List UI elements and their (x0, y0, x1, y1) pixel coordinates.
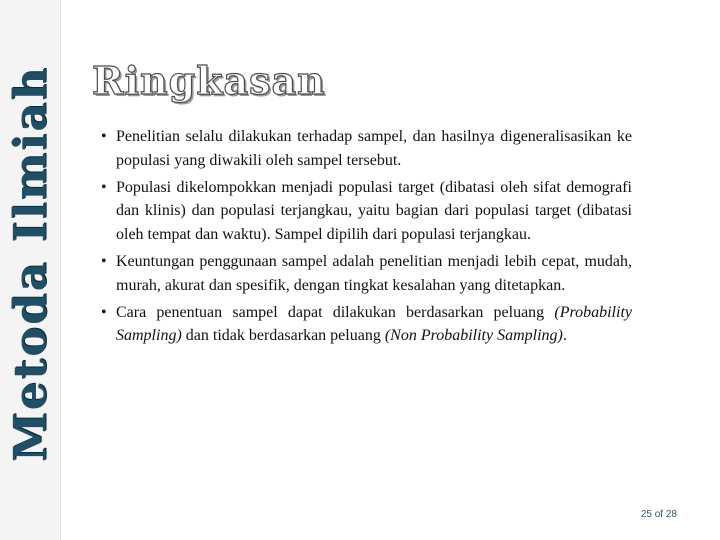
bullet-text: dan tidak berdasarkan peluang (181, 327, 385, 345)
bullet-icon: • (101, 128, 107, 145)
sidebar (0, 0, 61, 540)
bullet-text: Populasi dikelompokkan menjadi populasi target (dibatasi oleh sifat demografi dan klinis) dan populasi terjangkau, yaitu bagian dari populasi target (dibatasi oleh tempat dan waktu). Sampel dipilih dari populasi terjangkau. (116, 178, 632, 244)
bullet-icon: • (101, 303, 107, 321)
bullet-italic-text: (Probability Sampling) (116, 303, 632, 345)
page-number: 25 of 28 (640, 509, 677, 520)
bullet-item (100, 301, 632, 349)
sidebar-title: Metoda Ilmiah (3, 65, 57, 463)
bullet-item (100, 125, 632, 173)
bullet-icon: • (101, 178, 107, 196)
bullet-list (100, 125, 632, 351)
bullet-italic-text: (Non Probability Sampling) (384, 327, 563, 345)
bullet-text: Cara penentuan sampel dapat dilakukan berdasarkan peluang (116, 303, 555, 321)
bullet-text: . (562, 327, 567, 345)
bullet-text: Penelitian selalu dilakukan terhadap sampel, dan hasilnya digeneralisasikan ke populasi yang diwakili oleh sampel tersebut. (116, 128, 632, 169)
bullet-text: Keuntungan penggunaan sampel adalah penelitian menjadi lebih cepat, mudah, murah, akurat dan spesifik, dengan tingkat kesalahan yang ditetapkan. (116, 252, 632, 294)
bullet-item (100, 250, 632, 298)
slide-title: Ringkasan (92, 58, 326, 103)
bullet-item (100, 176, 632, 247)
bullet-icon: • (101, 252, 107, 270)
